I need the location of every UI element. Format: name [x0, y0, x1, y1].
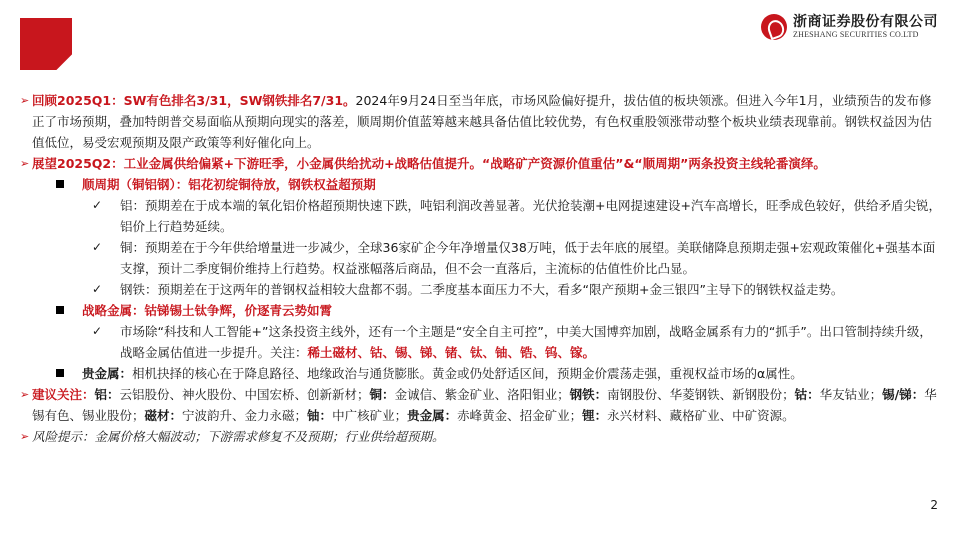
company-name-en: ZHESHANG SECURITIES CO.LTD: [793, 30, 919, 39]
rec-co: 华友钴业；: [819, 387, 883, 402]
strategic-text: 市场除“科技和人工智能+”这条投资主线外，还有一个主题是“安全自主可控”，中美大国博弈加剧，战略金属系有力的“抓手”。出口管制持续升级，战略金属估值进一步提升。关注：: [120, 324, 932, 360]
rec-cu-label: 铜：: [369, 387, 395, 402]
square-bullet-icon: [56, 369, 64, 377]
square-bullet-icon: [56, 180, 64, 188]
aluminum-point: [20, 195, 942, 237]
recommend-paragraph: [20, 384, 942, 426]
cyclical-section: [20, 174, 942, 195]
precious-section: [20, 363, 942, 384]
rec-mag-label: 磁材：: [144, 408, 183, 423]
company-name-cn: 浙商证券股份有限公司: [793, 14, 938, 30]
review-text: 2024年9月24日至当年底，市场风险偏好提升，拔估值的板块领涨。但进入今年1月，业绩预告的发布修正了市场预期，叠加特朗普交易面临从预期向现实的落差，顺周期价值蓝筹越来越具备估值比较优势，有色权重股领涨带动整个板块业绩表现靠前。钢铁权益因为估值低位，易受宏观预期及限产政策等利好催化向上。: [32, 93, 933, 150]
strategic-list: 稀土磁材、钴、锡、锑、锗、钛、铀、锆、钨、镓。: [307, 345, 596, 360]
rec-cu: 金诚信、紫金矿业、洛阳钼业；: [394, 387, 570, 402]
rec-sn: 华锡有色、锡业股份；: [32, 387, 937, 423]
risk-paragraph: [20, 426, 942, 447]
rec-u-label: 铀：: [307, 408, 333, 423]
logo-text: [793, 15, 938, 39]
strategic-section: [20, 300, 942, 321]
page-number: 2: [930, 498, 938, 512]
steel-point: [20, 279, 942, 300]
rec-li-label: 锂：: [582, 408, 608, 423]
copper-text: 铜：预期差在于今年供给增量进一步减少，全球36家矿企今年净增量仅38万吨，低于去年底的展望。美联储降息预期走强+宏观政策催化+强基本面支撑，预计二季度铜价维持上行趋势。权益涨幅落后商品，但不会一直落后，主流标的估值性价比凸显。: [120, 240, 936, 276]
rec-co-label: 钴：: [794, 387, 820, 402]
rec-pm: 赤峰黄金、招金矿业；: [457, 408, 583, 423]
review-paragraph: [20, 90, 942, 153]
rec-steel: 南钢股份、华菱钢铁、新钢股份；: [607, 387, 795, 402]
risk-text: 风险提示：金属价格大幅波动；下游需求修复不及预期；行业供给超预期。: [32, 429, 445, 444]
corner-decoration: [20, 18, 72, 70]
logo-icon: [761, 14, 787, 40]
precious-label: 贵金属：: [82, 366, 133, 381]
company-logo: [761, 14, 938, 40]
rec-al: 云铝股份、神火股份、中国宏桥、创新新材；: [119, 387, 370, 402]
rec-sn-label: 锡/锑：: [882, 387, 925, 402]
steel-text: 钢铁：预期差在于这两年的普钢权益相较大盘都不弱。二季度基本面压力不大，看多“限产预期+金三银四”主导下的钢铁权益走势。: [120, 282, 844, 297]
aluminum-text: 铝：预期差在于成本端的氧化铝价格超预期快速下跌，吨铝利润改善显著。光伏抢装潮+电网提速建设+汽车高增长，旺季成色较好，供给矛盾尖锐，铝价上行趋势延续。: [120, 198, 941, 234]
copper-point: [20, 237, 942, 279]
strategic-point: [20, 321, 942, 363]
outlook-title: 展望2025Q2：工业金属供给偏紧+下游旺季，小金属供给扰动+战略估值提升。“战略矿产资源价值重估”&“顺周期”两条投资主线轮番演绎。: [32, 156, 826, 171]
square-bullet-icon: [56, 306, 64, 314]
outlook-paragraph: [20, 153, 942, 174]
rec-pm-label: 贵金属：: [407, 408, 458, 423]
strategic-title: 战略金属：钴锑锡土钛争辉，价逐青云势如霄: [82, 303, 333, 318]
review-title: 回顾2025Q1：SW有色排名3/31，SW钢铁排名7/31。: [32, 93, 356, 108]
recommend-title: 建议关注：: [32, 387, 95, 402]
slide-content: [20, 90, 942, 447]
rec-mag: 宁波韵升、金力永磁；: [182, 408, 308, 423]
rec-al-label: 铝：: [94, 387, 120, 402]
rec-li: 永兴材料、藏格矿业、中矿资源。: [607, 408, 795, 423]
cyclical-title: 顺周期（铜铝钢）：铝花初绽铜待放，钢铁权益超预期: [82, 177, 376, 192]
rec-u: 中广核矿业；: [332, 408, 408, 423]
precious-text: 相机抉择的核心在于降息路径、地缘政治与通货膨胀。黄金或仍处舒适区间，预期金价震荡走强，重视权益市场的α属性。: [132, 366, 803, 381]
rec-steel-label: 钢铁：: [569, 387, 608, 402]
